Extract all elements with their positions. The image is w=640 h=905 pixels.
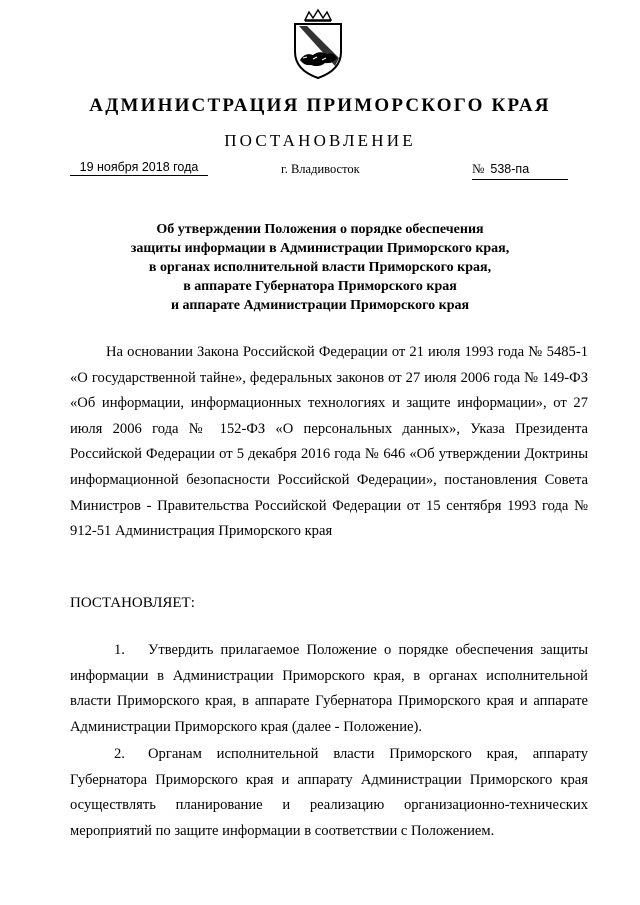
title-line: в органах исполнительной власти Приморского края, — [148, 260, 492, 275]
document-number: 538-па — [490, 162, 530, 176]
number-sign: № — [472, 161, 485, 176]
title-line: и аппарате Администрации Приморского края — [170, 298, 470, 313]
document-number-field — [472, 160, 568, 180]
document-date: 19 ноября 2018 года — [70, 160, 208, 176]
document-type: ПОСТАНОВЛЕНИЕ — [224, 131, 416, 150]
document-title — [60, 220, 580, 315]
coat-of-arms-icon — [289, 8, 347, 80]
decree-item — [70, 742, 588, 844]
item-text: Утвердить прилагаемое Положение о порядке обеспечения защиты информации в Администрации Приморского края, в органах исполнительной власти Приморского края, в аппарате Губернатора Приморского края и аппарате Администрации Приморского края (далее - Положение). — [70, 642, 588, 735]
item-text: Органам исполнительной власти Приморского края, аппарату Губернатора Приморского края и аппарату Администрации Приморского края осуществлять планирование и реализацию организационно-технических мероприятий по защите информации в соответствии с Положением. — [70, 746, 588, 839]
title-line: защиты информации в Администрации Приморского края, — [130, 241, 510, 256]
title-line: Об утверждении Положения о порядке обеспечения — [156, 222, 484, 237]
preamble-paragraph: На основании Закона Российской Федерации от 21 июля 1993 года № 5485-1 «О государственной тайне», федеральных законов от 27 июля 2006 года № 149-ФЗ «Об информации, информационных технологиях и защите информации», от 27 июля 2006 года № 152-ФЗ «О персональных данных», Указа Президента Российской Федерации от 5 декабря 2016 года № 646 «Об утверждении Доктрины информационной безопасности Российской Федерации», постановления Совета Министров - Правительства Российской Федерации от 15 сентября 1993 года № 912-51 Администрация Приморского края — [70, 344, 588, 540]
decree-word: ПОСТАНОВЛЯЕТ: — [70, 595, 195, 611]
title-line: в аппарате Губернатора Приморского края — [183, 279, 457, 294]
decree-item — [70, 638, 588, 740]
organization-name: АДМИНИСТРАЦИЯ ПРИМОРСКОГО КРАЯ — [89, 95, 551, 116]
document-city: г. Владивосток — [281, 162, 360, 176]
item-number: 2. — [114, 746, 125, 762]
item-number: 1. — [114, 642, 125, 658]
